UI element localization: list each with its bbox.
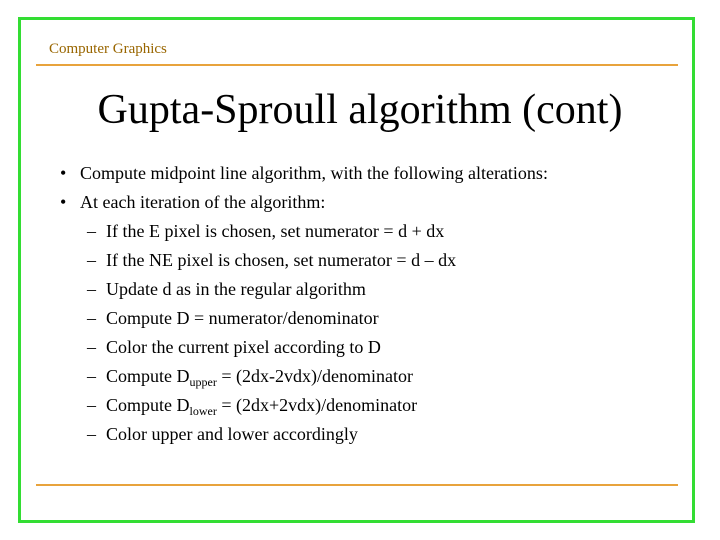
- dash-marker: –: [87, 308, 96, 328]
- subbullet-text: If the NE pixel is chosen, set numerator = d – dx: [106, 250, 457, 270]
- subbullet-text: Color upper and lower accordingly: [106, 424, 358, 444]
- dash-marker: –: [87, 366, 96, 386]
- formula-suffix: = (2dx+2vdx)/denominator: [216, 395, 418, 415]
- bullet-text: Compute midpoint line algorithm, with the following alterations:: [80, 163, 548, 183]
- course-header: Computer Graphics: [49, 41, 167, 57]
- subbullet-text: Update d as in the regular algorithm: [106, 279, 366, 299]
- subbullet-text: Compute D = numerator/denominator: [106, 308, 379, 328]
- dash-marker: –: [87, 250, 96, 270]
- dash-marker: –: [87, 221, 96, 241]
- slide-title: Gupta-Sproull algorithm (cont): [97, 87, 623, 133]
- bottom-divider: [36, 484, 678, 486]
- dash-marker: –: [87, 337, 96, 357]
- bullet-marker: •: [60, 192, 67, 212]
- formula-subscript: lower: [189, 404, 217, 418]
- dash-marker: –: [87, 424, 96, 444]
- subbullet-text: If the E pixel is chosen, set numerator = d + dx: [106, 221, 445, 241]
- subbullet-text: Color the current pixel according to D: [106, 337, 381, 357]
- formula-subscript: upper: [189, 375, 217, 389]
- dash-marker: –: [87, 395, 96, 415]
- formula-prefix: Compute D: [106, 366, 190, 386]
- formula-suffix: = (2dx-2vdx)/denominator: [216, 366, 413, 386]
- bullet-marker: •: [60, 163, 67, 183]
- subbullet-text: [106, 365, 413, 387]
- bullet-text: At each iteration of the algorithm:: [80, 192, 326, 212]
- subbullet-text: [106, 394, 417, 416]
- dash-marker: –: [87, 279, 96, 299]
- formula-prefix: Compute D: [106, 395, 190, 415]
